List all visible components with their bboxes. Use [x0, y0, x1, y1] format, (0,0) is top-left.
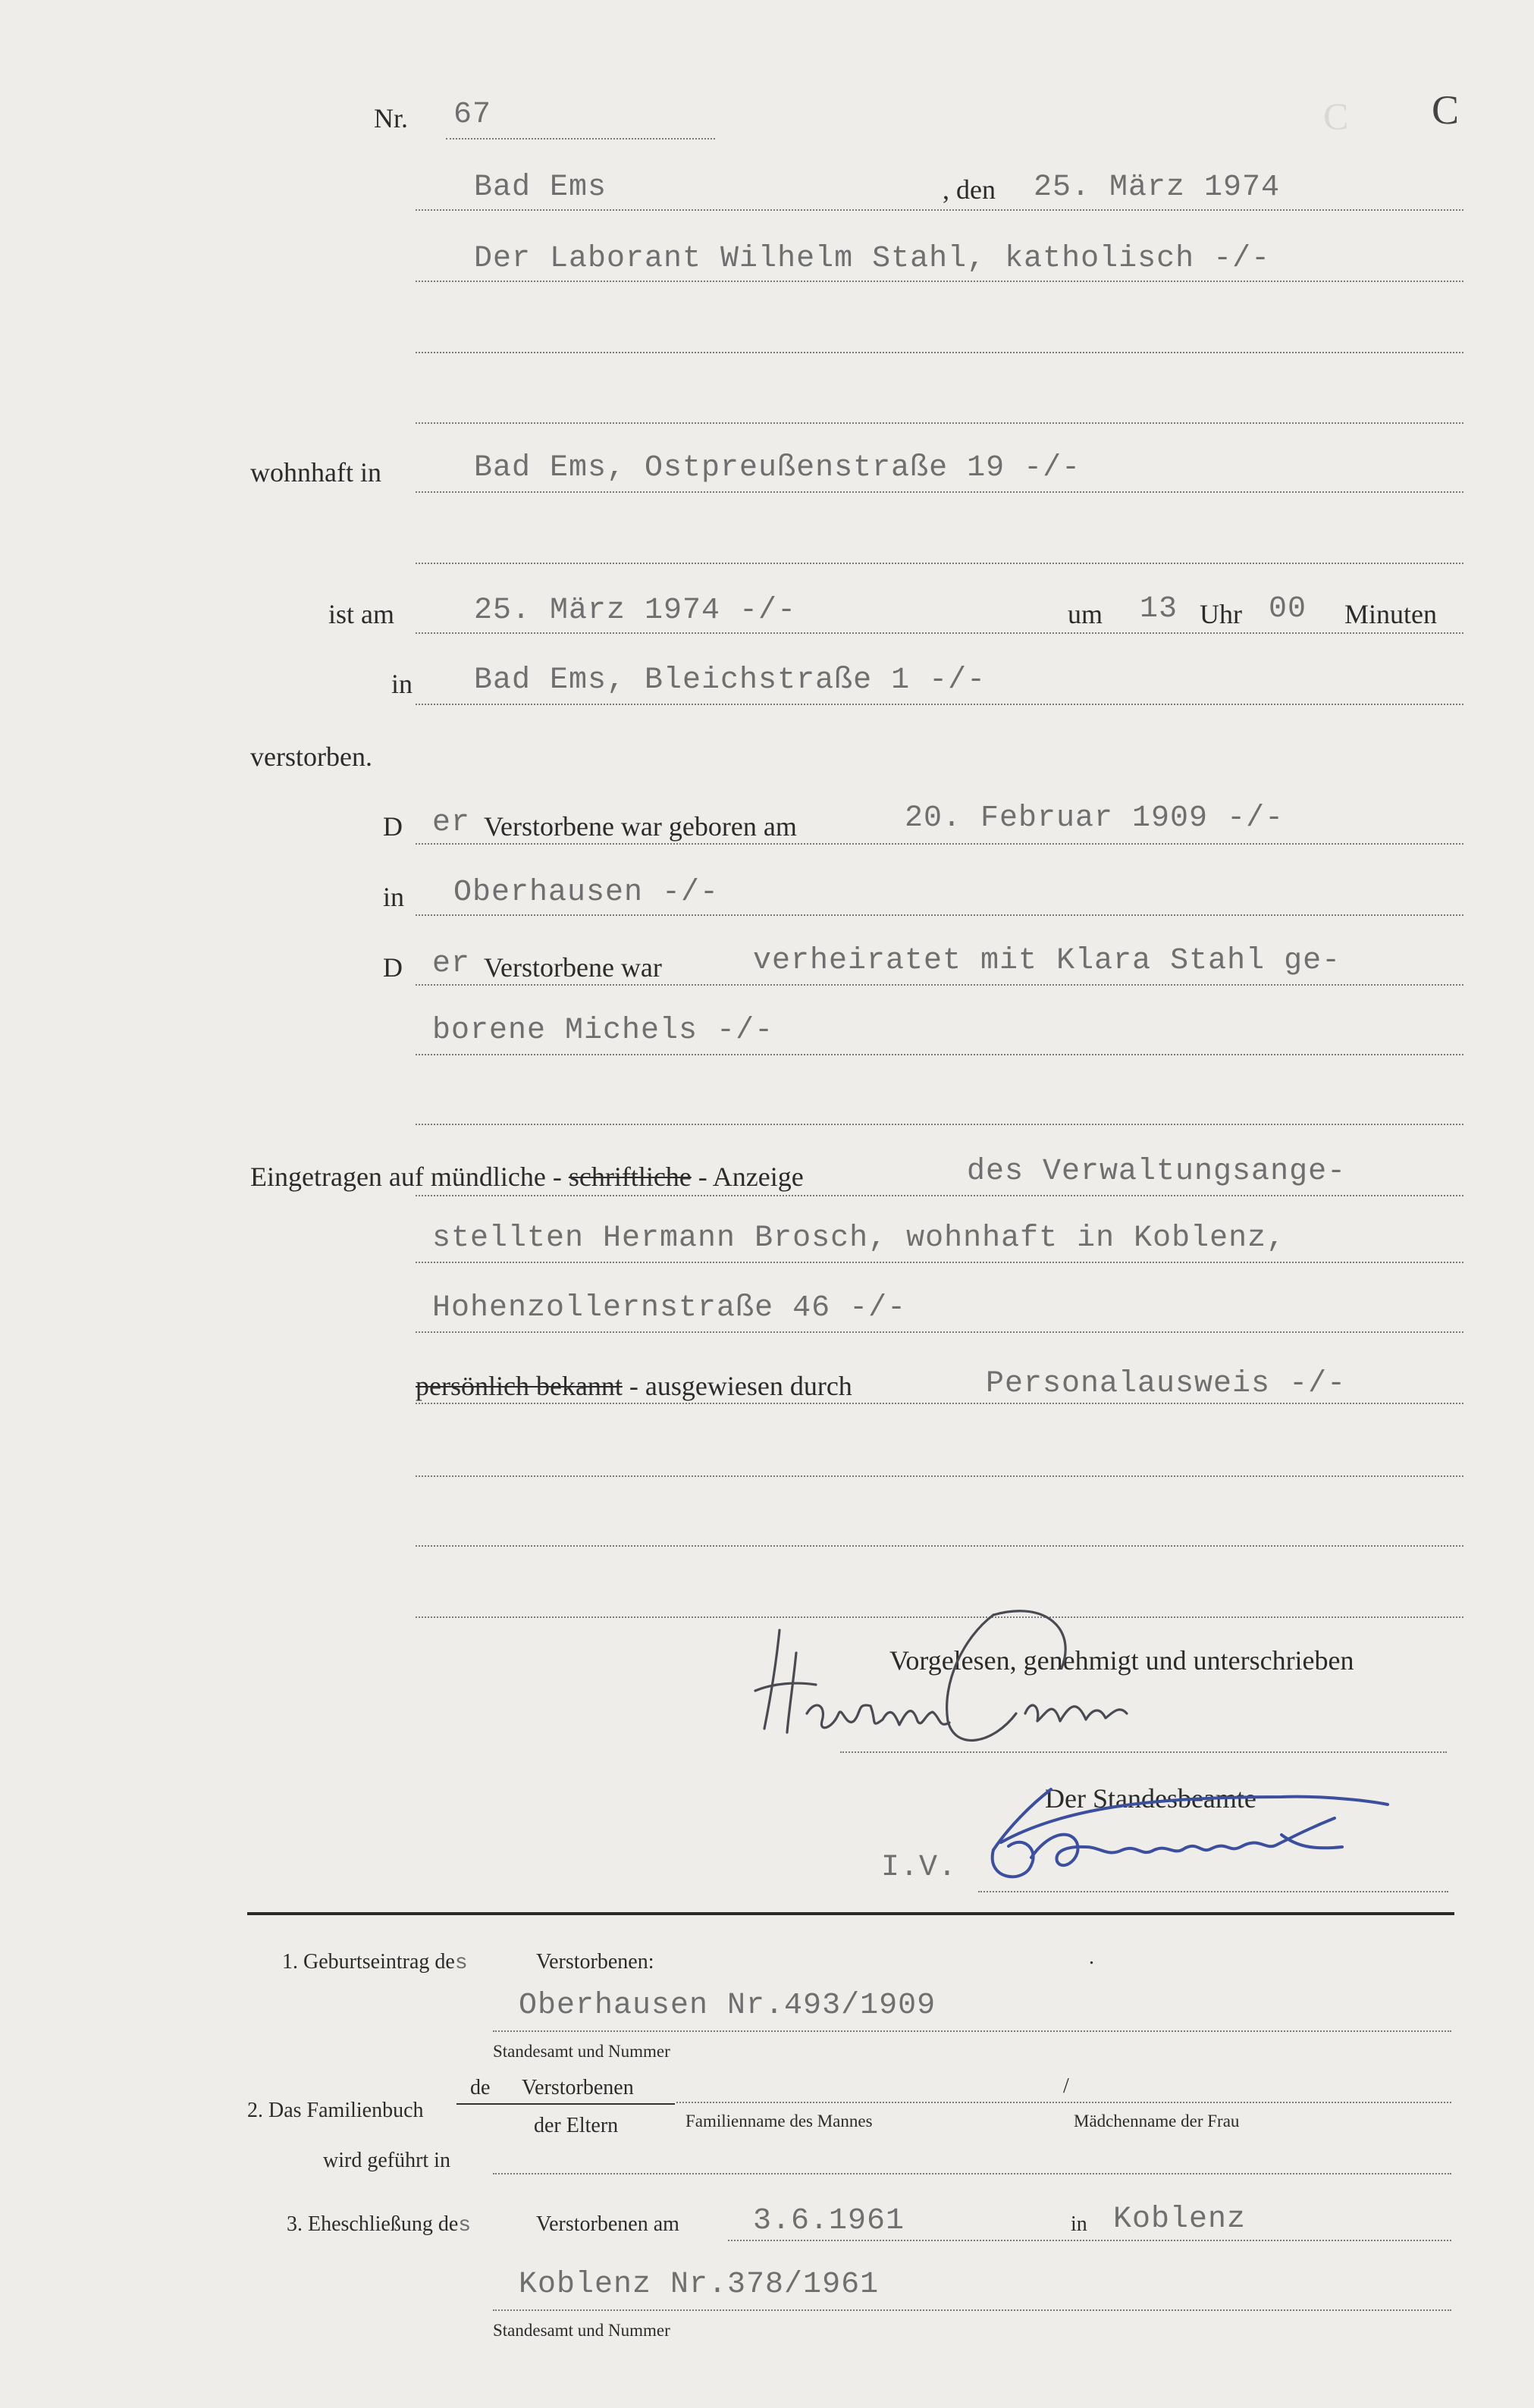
identity-label-text: - ausgewiesen durch: [629, 1371, 852, 1401]
identity-label: [416, 1372, 852, 1400]
footer-item-3-value-line: [493, 2309, 1451, 2311]
footer-item-3-label: [287, 2214, 472, 2237]
informant-label-end: - Anzeige: [698, 1162, 804, 1192]
birth-d-prefix: D: [383, 811, 403, 842]
marital-line-2: [416, 1054, 1463, 1055]
place-value: Bad Ems: [474, 171, 607, 205]
informant-signature-image: [743, 1600, 1221, 1774]
death-date-label: ist am: [328, 599, 394, 629]
informant-line-rule-2: [416, 1262, 1463, 1263]
footer-item-3-caption: Standesamt und Nummer: [493, 2321, 670, 2340]
death-date-line: [416, 632, 1463, 634]
person-line-2: [416, 352, 1463, 353]
um-label: um: [1068, 599, 1103, 629]
uhr-label: Uhr: [1200, 599, 1242, 629]
footer-item-1-after: Verstorbenen:: [536, 1950, 654, 1974]
footer-item-2-choice-top: Verstorbenen: [522, 2076, 634, 2099]
bleed-through-corner-letter: C: [1323, 95, 1349, 137]
footer-item-1-prefix: 1. Geburtseintrag de: [282, 1950, 455, 1974]
birth-date: 20. Februar 1909 -/-: [905, 801, 1285, 836]
nr-value: 67: [453, 98, 492, 132]
footer-separator: [247, 1912, 1454, 1915]
footer-item-2-de: de: [470, 2076, 491, 2099]
place-date-line: [416, 209, 1463, 211]
identity-struck-option: persönlich bekannt: [416, 1371, 623, 1401]
registrar-signature-image: [978, 1774, 1403, 1895]
footer-item-1-line: [493, 2030, 1451, 2032]
residence-label: wohnhaft in: [250, 457, 381, 488]
informant-label-start: Eingetragen auf mündliche -: [250, 1162, 562, 1192]
informant-line-3: Hohenzollernstraße 46 -/-: [432, 1291, 907, 1325]
informant-line-2: stellten Hermann Brosch, wohnhaft in Koblenz,: [432, 1221, 1286, 1256]
footer-item-1-suffix: s: [454, 1952, 469, 1975]
blank-line-1: [416, 1475, 1463, 1477]
footer-item-2-line: [676, 2102, 1451, 2103]
residence-value: Bad Ems, Ostpreußenstraße 19 -/-: [474, 451, 1081, 485]
footer-item-3-prefix: 3. Eheschließung de: [287, 2212, 459, 2236]
blank-line-2: [416, 1545, 1463, 1547]
footer-item-2-choice-bottom: der Eltern: [534, 2114, 619, 2137]
nr-label: Nr.: [374, 103, 408, 133]
footer-item-2-slash: /: [1063, 2074, 1069, 2098]
birth-place-line: [416, 914, 1463, 916]
record-date: 25. März 1974: [1034, 171, 1281, 205]
minuten-label: Minuten: [1344, 599, 1437, 629]
marital-status-line-2: borene Michels -/-: [432, 1014, 774, 1048]
deceased-person: Der Laborant Wilhelm Stahl, katholisch -/-: [474, 242, 1271, 276]
den-label: , den: [943, 174, 996, 205]
death-place-line: [416, 704, 1463, 705]
birth-d-suffix: er: [432, 806, 471, 840]
informant-line-1: des Verwaltungsange-: [967, 1155, 1347, 1189]
informant-struck-option: schriftliche: [568, 1162, 692, 1192]
footer-item-3-line: [728, 2240, 1451, 2241]
birth-label: Verstorbene war geboren am: [484, 811, 797, 842]
footer-item-2-wird: wird geführt in: [323, 2149, 450, 2172]
informant-label: [250, 1163, 804, 1190]
iv-label: I.V.: [881, 1851, 958, 1885]
footer-item-1-label: [282, 1952, 469, 1974]
corner-letter: C: [1432, 87, 1460, 133]
death-place-value: Bad Ems, Bleichstraße 1 -/-: [474, 663, 987, 698]
marital-d-suffix: er: [432, 947, 471, 981]
residence-line-1: [416, 491, 1463, 493]
identity-value: Personalausweis -/-: [986, 1367, 1347, 1401]
footer-item-2-caption-man: Familienname des Mannes: [685, 2112, 873, 2131]
death-date-value: 25. März 1974 -/-: [474, 594, 797, 628]
marital-label: Verstorbene war: [484, 952, 662, 983]
marital-line-3: [416, 1124, 1463, 1125]
informant-signature-line: [840, 1751, 1447, 1753]
footer-item-2-choice-divider: [456, 2103, 675, 2105]
nr-line: [446, 138, 715, 140]
footer-item-2-wird-line: [493, 2173, 1451, 2174]
footer-item-3-value: Koblenz Nr.378/1961: [519, 2268, 880, 2302]
verstorben-label: verstorben.: [250, 742, 372, 772]
birth-in-label: in: [383, 882, 405, 912]
marital-status-line-1: verheiratet mit Klara Stahl ge-: [753, 944, 1341, 978]
death-hour: 13: [1140, 592, 1178, 626]
residence-line-2: [416, 563, 1463, 564]
footer-item-3-date: 3.6.1961: [753, 2204, 905, 2238]
informant-line-rule-1: [416, 1195, 1463, 1196]
identity-line: [416, 1403, 1463, 1404]
birth-place: Oberhausen -/-: [453, 876, 720, 910]
footer-item-2-label: 2. Das Familienbuch: [247, 2099, 424, 2122]
footer-item-3-after: Verstorbenen am: [536, 2212, 679, 2236]
marital-line-1: [416, 984, 1463, 986]
footer-item-1-value: Oberhausen Nr.493/1909: [519, 1989, 936, 2023]
footer-item-2-caption-woman: Mädchenname der Frau: [1074, 2112, 1240, 2131]
footer-item-1-caption: Standesamt und Nummer: [493, 2042, 670, 2061]
registrar-signature-line: [978, 1891, 1448, 1892]
footer-dot-mark: .: [1089, 1946, 1094, 1969]
footer-item-3-suffix: s: [458, 2214, 472, 2237]
person-line-3: [416, 422, 1463, 424]
marital-d-prefix: D: [383, 952, 403, 983]
birth-date-line: [416, 843, 1463, 845]
death-place-in-label: in: [391, 669, 413, 699]
death-minutes: 00: [1269, 592, 1307, 626]
informant-line-rule-3: [416, 1331, 1463, 1333]
person-line-1: [416, 281, 1463, 282]
footer-item-3-in: in: [1071, 2212, 1087, 2236]
closing-statement: Vorgelesen, genehmigt und unterschrieben: [889, 1645, 1354, 1676]
footer-item-3-place: Koblenz: [1113, 2203, 1247, 2237]
registrar-label: Der Standesbeamte: [1045, 1783, 1256, 1814]
